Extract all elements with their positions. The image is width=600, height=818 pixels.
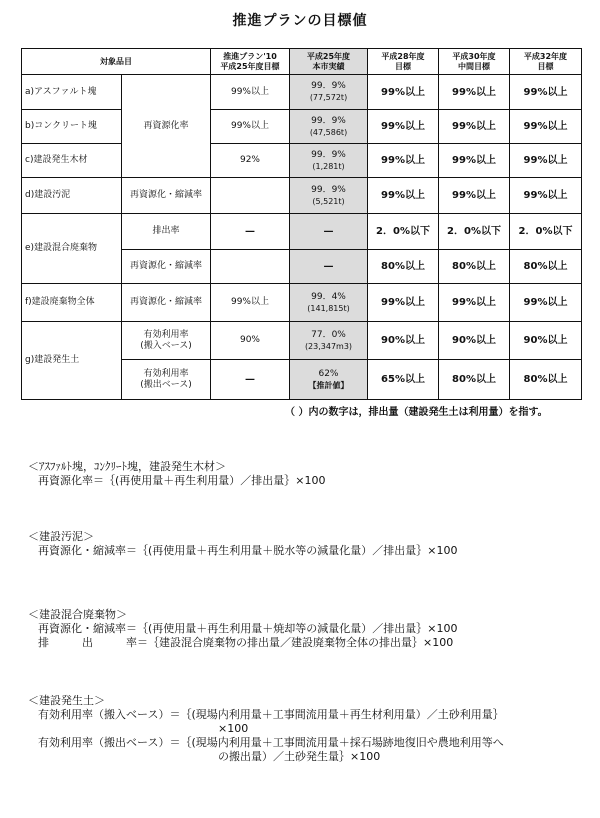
cell-plan10: — bbox=[211, 214, 290, 250]
cell-h28: 90%以上 bbox=[368, 322, 439, 360]
item-name: d)建設汚泥 bbox=[22, 178, 122, 214]
cell-h32: 99%以上 bbox=[510, 110, 582, 144]
item-name: c)建設発生木材 bbox=[22, 144, 122, 178]
item-name: e)建設混合廃棄物 bbox=[22, 214, 122, 284]
cell-plan10 bbox=[211, 250, 290, 284]
target-table bbox=[21, 48, 582, 400]
cell-h32: 80%以上 bbox=[510, 360, 582, 400]
item-metric: 再資源化・縮減率 bbox=[122, 250, 211, 284]
formula-heading: ＜ｱｽﾌｧﾙﾄ塊，ｺﾝｸﾘｰﾄ塊，建設発生木材＞ bbox=[28, 460, 226, 473]
table-row bbox=[22, 284, 582, 322]
cell-h28: 80%以上 bbox=[368, 250, 439, 284]
table-row bbox=[22, 110, 582, 144]
formula-line: 排 出 率＝｛建設混合廃棄物の排出量／建設廃棄物全体の排出量｝×100 bbox=[38, 636, 454, 649]
item-name: a)アスファルト塊 bbox=[22, 75, 122, 110]
cell-h28: 99%以上 bbox=[368, 75, 439, 110]
cell-h28: 99%以上 bbox=[368, 110, 439, 144]
formula-line: 再資源化・縮減率＝｛(再使用量＋再生利用量＋脱水等の減量化量）／排出量｝×100 bbox=[38, 544, 458, 557]
formula-line-cont: の搬出量）／土砂発生量｝×100 bbox=[218, 750, 381, 763]
cell-h25: — bbox=[290, 250, 368, 284]
cell-h25: — bbox=[290, 214, 368, 250]
item-name: g)建設発生土 bbox=[22, 322, 122, 400]
cell-h30: 2．0%以下 bbox=[439, 214, 510, 250]
cell-h30: 90%以上 bbox=[439, 322, 510, 360]
cell-h30: 99%以上 bbox=[439, 284, 510, 322]
formula-line: 有効利用率（搬入ベース）＝｛(現場内利用量＋工事間流用量＋再生材利用量）／土砂利用量｝ bbox=[38, 708, 504, 721]
formula-line-cont: ×100 bbox=[218, 722, 249, 735]
cell-plan10: 90% bbox=[211, 322, 290, 360]
cell-h25: 99．9% (1,281t) bbox=[290, 144, 368, 178]
cell-h30: 99%以上 bbox=[439, 144, 510, 178]
cell-h32: 99%以上 bbox=[510, 178, 582, 214]
cell-h28: 99%以上 bbox=[368, 284, 439, 322]
cell-h32: 90%以上 bbox=[510, 322, 582, 360]
formula-line: 有効利用率（搬出ベース）＝｛(現場内利用量＋工事間流用量＋採石場跡地復旧や農地利用等へ bbox=[38, 736, 504, 749]
header-item: 対象品目 bbox=[22, 49, 211, 75]
cell-plan10: 99%以上 bbox=[211, 75, 290, 110]
formula-line: 再資源化・縮減率＝｛(再使用量＋再生利用量＋焼却等の減量化量）／排出量｝×100 bbox=[38, 622, 458, 635]
header-h28: 平成28年度 目標 bbox=[368, 49, 439, 75]
item-metric: 有効利用率 (搬入ベース) bbox=[122, 322, 211, 360]
cell-h32: 99%以上 bbox=[510, 75, 582, 110]
formula-section-mixed bbox=[28, 608, 458, 650]
cell-h25: 77．0% (23,347m3) bbox=[290, 322, 368, 360]
table-row bbox=[22, 144, 582, 178]
formula-heading: ＜建設混合廃棄物＞ bbox=[28, 608, 127, 621]
cell-plan10: 99%以上 bbox=[211, 284, 290, 322]
table-row bbox=[22, 178, 582, 214]
cell-h30: 80%以上 bbox=[439, 250, 510, 284]
cell-h25: 99．4% (141,815t) bbox=[290, 284, 368, 322]
table-row bbox=[22, 75, 582, 110]
cell-h32: 99%以上 bbox=[510, 144, 582, 178]
header-h30: 平成30年度 中間目標 bbox=[439, 49, 510, 75]
table-row bbox=[22, 214, 582, 250]
item-name: b)コンクリート塊 bbox=[22, 110, 122, 144]
header-h25: 平成25年度 本市実績 bbox=[290, 49, 368, 75]
formula-heading: ＜建設発生土＞ bbox=[28, 694, 105, 707]
cell-h28: 99%以上 bbox=[368, 178, 439, 214]
header-plan10: 推進プラン'10 平成25年度目標 bbox=[211, 49, 290, 75]
cell-plan10 bbox=[211, 178, 290, 214]
formula-section-asphalt bbox=[28, 460, 326, 488]
formula-heading: ＜建設汚泥＞ bbox=[28, 530, 94, 543]
cell-h28: 65%以上 bbox=[368, 360, 439, 400]
cell-plan10: 99%以上 bbox=[211, 110, 290, 144]
cell-h30: 80%以上 bbox=[439, 360, 510, 400]
cell-h32: 99%以上 bbox=[510, 284, 582, 322]
cell-plan10: — bbox=[211, 360, 290, 400]
table-header-row bbox=[22, 49, 582, 75]
table-note: （ ）内の数字は，排出量（建設発生土は利用量）を指す。 bbox=[285, 407, 548, 418]
formula-section-soil bbox=[28, 694, 504, 764]
header-h32: 平成32年度 目標 bbox=[510, 49, 582, 75]
cell-h30: 99%以上 bbox=[439, 178, 510, 214]
item-metric: 排出率 bbox=[122, 214, 211, 250]
item-metric: 再資源化・縮減率 bbox=[122, 284, 211, 322]
item-metric: 有効利用率 (搬出ベース) bbox=[122, 360, 211, 400]
formula-line: 再資源化率＝｛(再使用量＋再生利用量）／排出量｝×100 bbox=[38, 474, 326, 487]
formula-section-sludge bbox=[28, 530, 458, 558]
cell-h28: 2．0%以下 bbox=[368, 214, 439, 250]
cell-h25: 62% 【推計値】 bbox=[290, 360, 368, 400]
cell-plan10: 92% bbox=[211, 144, 290, 178]
cell-h30: 99%以上 bbox=[439, 75, 510, 110]
cell-h25: 99．9% (47,586t) bbox=[290, 110, 368, 144]
cell-h32: 2．0%以下 bbox=[510, 214, 582, 250]
cell-h25: 99．9% (5,521t) bbox=[290, 178, 368, 214]
item-metric: 再資源化・縮減率 bbox=[122, 178, 211, 214]
cell-h25: 99．9% (77,572t) bbox=[290, 75, 368, 110]
item-name: f)建設廃棄物全体 bbox=[22, 284, 122, 322]
table-row bbox=[22, 322, 582, 360]
cell-h30: 99%以上 bbox=[439, 110, 510, 144]
page-title: 推進プランの目標値 bbox=[232, 13, 368, 29]
cell-h28: 99%以上 bbox=[368, 144, 439, 178]
cell-h32: 80%以上 bbox=[510, 250, 582, 284]
item-metric: 再資源化率 bbox=[122, 75, 211, 178]
